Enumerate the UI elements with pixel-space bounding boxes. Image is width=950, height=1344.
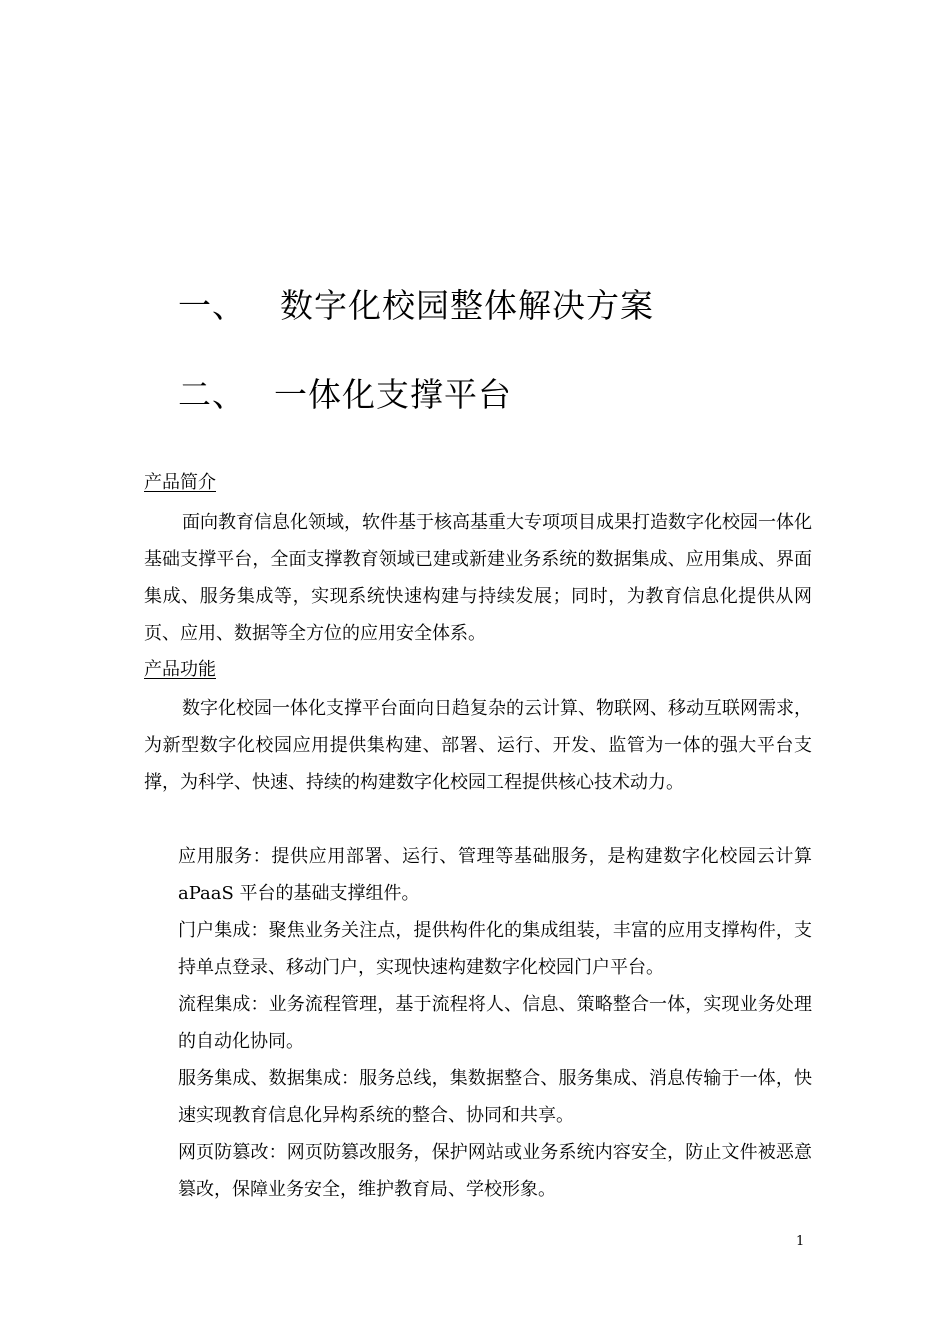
heading-2-number: 二、 [178,375,246,414]
section-title-intro: 产品简介 [144,472,216,493]
feature-list [178,838,812,1208]
heading-2-title: 一体化支撑平台 [274,375,512,414]
heading-1-title: 数字化校园整体解决方案 [280,286,654,325]
heading-1 [178,286,654,326]
feature-item-workflow: 流程集成：业务流程管理，基于流程将人、信息、策略整合一体，实现业务处理的自动化协同。 [178,994,812,1052]
heading-1-number: 一、 [178,286,246,325]
feature-item-portal: 门户集成：聚焦业务关注点，提供构件化的集成组装，丰富的应用支撑构件，支持单点登录、移动门户，实现快速构建数字化校园门户平台。 [178,920,812,978]
feature-item-app-service: 应用服务：提供应用部署、运行、管理等基础服务，是构建数字化校园云计算 aPaaS 平台的基础支撑组件。 [178,846,812,904]
section-title-features: 产品功能 [144,659,216,680]
heading-2 [178,375,512,415]
feature-item-anti-tamper: 网页防篡改：网页防篡改服务，保护网站或业务系统内容安全，防止文件被恶意篡改，保障业务安全，维护教育局、学校形象。 [178,1142,812,1200]
section-body-features: 数字化校园一体化支撑平台面向日趋复杂的云计算、物联网、移动互联网需求，为新型数字化校园应用提供集构建、部署、运行、开发、监管为一体的强大平台支撑，为科学、快速、持续的构建数字化校园工程提供核心技术动力。 [144,698,812,793]
page-number: 1 [796,1234,805,1249]
feature-item-service-data: 服务集成、数据集成：服务总线，集数据整合、服务集成、消息传输于一体，快速实现教育信息化异构系统的整合、协同和共享。 [178,1068,812,1126]
section-body-intro: 面向教育信息化领域，软件基于核高基重大专项项目成果打造数字化校园一体化基础支撑平台，全面支撑教育领域已建或新建业务系统的数据集成、应用集成、界面集成、服务集成等，实现系统快速构建与持续发展；同时，为教育信息化提供从网页、应用、数据等全方位的应用安全体系。 [144,512,812,644]
